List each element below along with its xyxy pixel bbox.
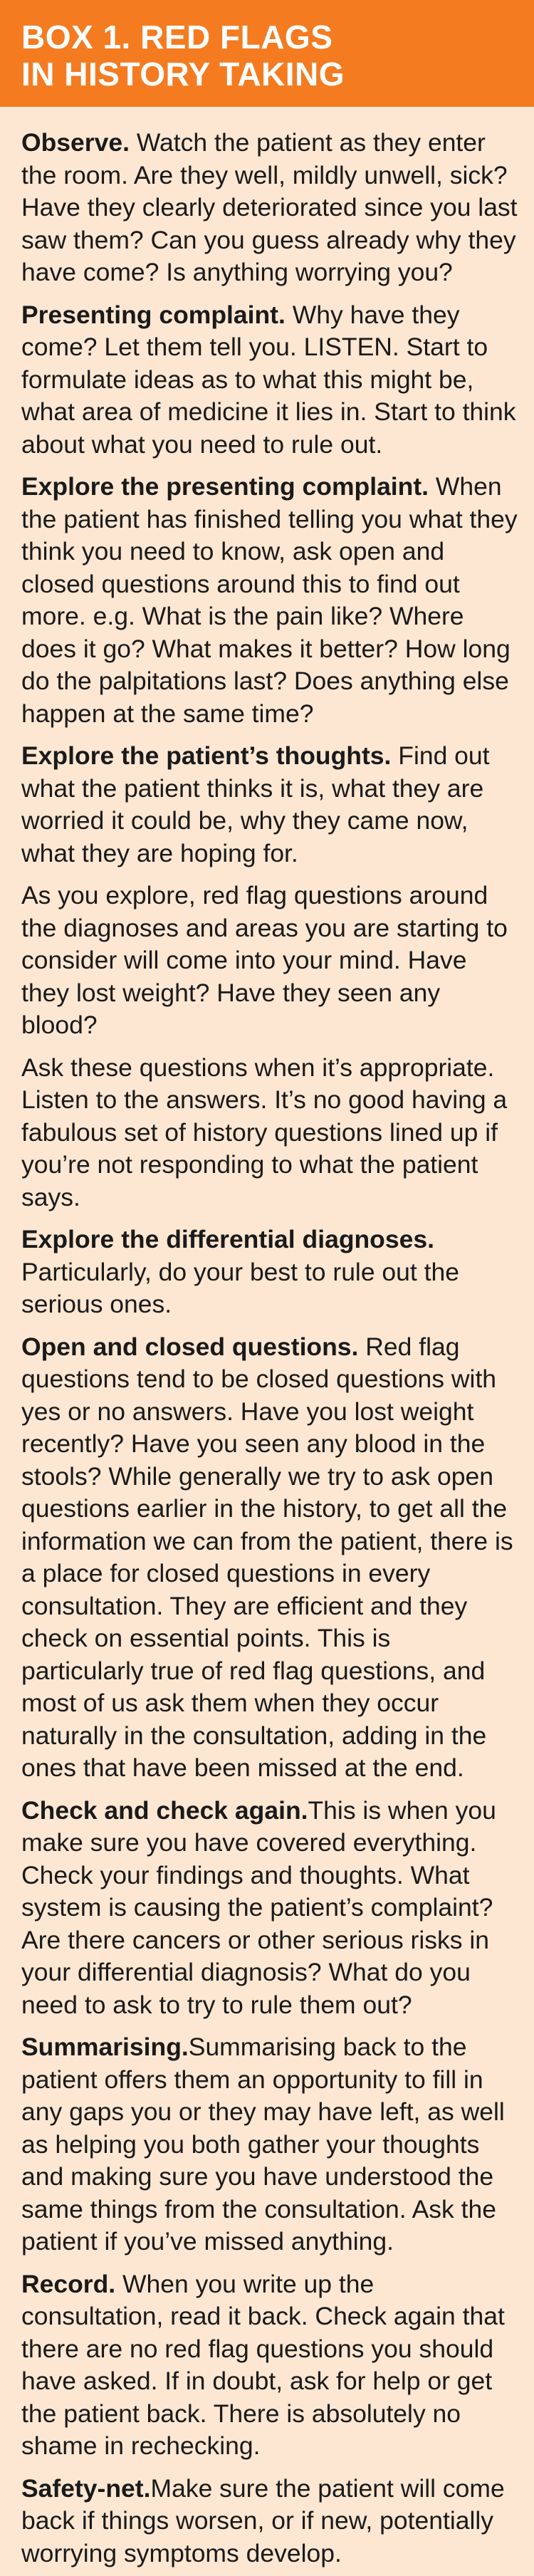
paragraph-lead: Safety-net.: [21, 2473, 151, 2503]
paragraph-text: Summarising back to the patient offers them an opportunity to fill in any gaps you or they may have left, as well as helping you both gather your thoughts and making sure you have understood the same things from the consultation. Ask the patient if you’ve missed anything.: [21, 2033, 505, 2256]
paragraph-safety-net: [21, 2473, 518, 2570]
paragraph-red-flag-questions: [21, 880, 518, 1042]
paragraph-text: Watch the patient as they enter the room. Are they well, mildly unwell, sick? Have they clearly deteriorated since you last saw them? Can you guess already why they have come? Is anything worrying you?: [21, 128, 518, 286]
paragraph-explore-patients-thoughts: [21, 740, 518, 870]
paragraph-lead: Record.: [21, 2269, 116, 2298]
paragraph-text: Make sure the patient will come back if things worsen, or if new, potentially worrying symptoms develop.: [21, 2473, 505, 2567]
paragraph-text: Find out what the patient thinks it is, what they are worried it could be, why they came now, what they are hoping for.: [21, 741, 490, 867]
paragraph-record: [21, 2268, 518, 2463]
paragraph-presenting-complaint: [21, 299, 518, 462]
paragraph-open-closed-questions: [21, 1331, 518, 1785]
paragraph-differential-diagnoses: [21, 1224, 518, 1321]
paragraph-text: Why have they come? Let them tell you. LISTEN. Start to formulate ideas as to what this might be, what area of medicine it lies in. Start to think about what you need to rule out.: [21, 300, 516, 459]
paragraph-ask-questions: [21, 1052, 518, 1214]
paragraph-text: This is when you make sure you have covered everything. Check your findings and thoughts. What system is causing the patient’s complaint? Are there cancers or other serious risks in your differential diagnosis? What do you need to ask to try to rule them out?: [21, 1795, 496, 2019]
paragraph-text: When the patient has finished telling you what they think you need to know, ask open and closed questions around this to find out more. e.g. What is the pain like? Where does it go? What makes it better? How long do the palpitations last? Does anything else happen at the same time?: [21, 472, 518, 728]
paragraph-explore-presenting-complaint: [21, 471, 518, 730]
paragraph-lead: Summarising.: [21, 2033, 189, 2061]
paragraph-text: As you explore, red flag questions around the diagnoses and areas you are starting to consider will come into your mind. Have they lost weight? Have they seen any blood?: [21, 881, 508, 1039]
box-content: [0, 107, 534, 2570]
paragraph-lead: Explore the presenting complaint.: [21, 472, 429, 501]
paragraph-lead: Presenting complaint.: [21, 300, 286, 329]
box-title-line-1: BOX 1. RED FLAGS: [21, 19, 333, 56]
box-header: [0, 0, 534, 107]
paragraph-text: Red flag questions tend to be closed questions with yes or no answers. Have you lost weight recently? Have you seen any blood in the stools? While generally we try to ask open questions earlier in the history, to get all the information we can from the patient, there is a place for closed questions in every consultation. They are efficient and they check on essential points. This is particularly true of red flag questions, and most of us ask them when they occur naturally in the consultation, adding in the ones that have been missed at the end.: [21, 1332, 513, 1782]
box-title-line-2: IN HISTORY TAKING: [21, 56, 345, 93]
paragraph-summarising: [21, 2031, 518, 2258]
paragraph-check-again: [21, 1795, 518, 2022]
paragraph-lead: Observe.: [21, 128, 130, 157]
paragraph-text: When you write up the consultation, read it back. Check again that there are no red flag questions you should have asked. If in doubt, ask for help or get the patient back. There is absolutely no shame in rechecking.: [21, 2269, 505, 2460]
paragraph-text: Ask these questions when it’s appropriate. Listen to the answers. It’s no good having a fabulous set of history questions lined up if you’re not responding to what the patient says.: [21, 1053, 508, 1211]
paragraph-lead: Explore the differential diagnoses.: [21, 1225, 434, 1253]
box-title: [21, 19, 513, 93]
paragraph-observe: [21, 127, 518, 289]
paragraph-lead: Open and closed questions.: [21, 1332, 359, 1361]
paragraph-text: Particularly, do your best to rule out the serious ones.: [21, 1257, 459, 1318]
paragraph-lead: Explore the patient’s thoughts.: [21, 741, 392, 770]
paragraph-lead: Check and check again.: [21, 1795, 308, 1825]
